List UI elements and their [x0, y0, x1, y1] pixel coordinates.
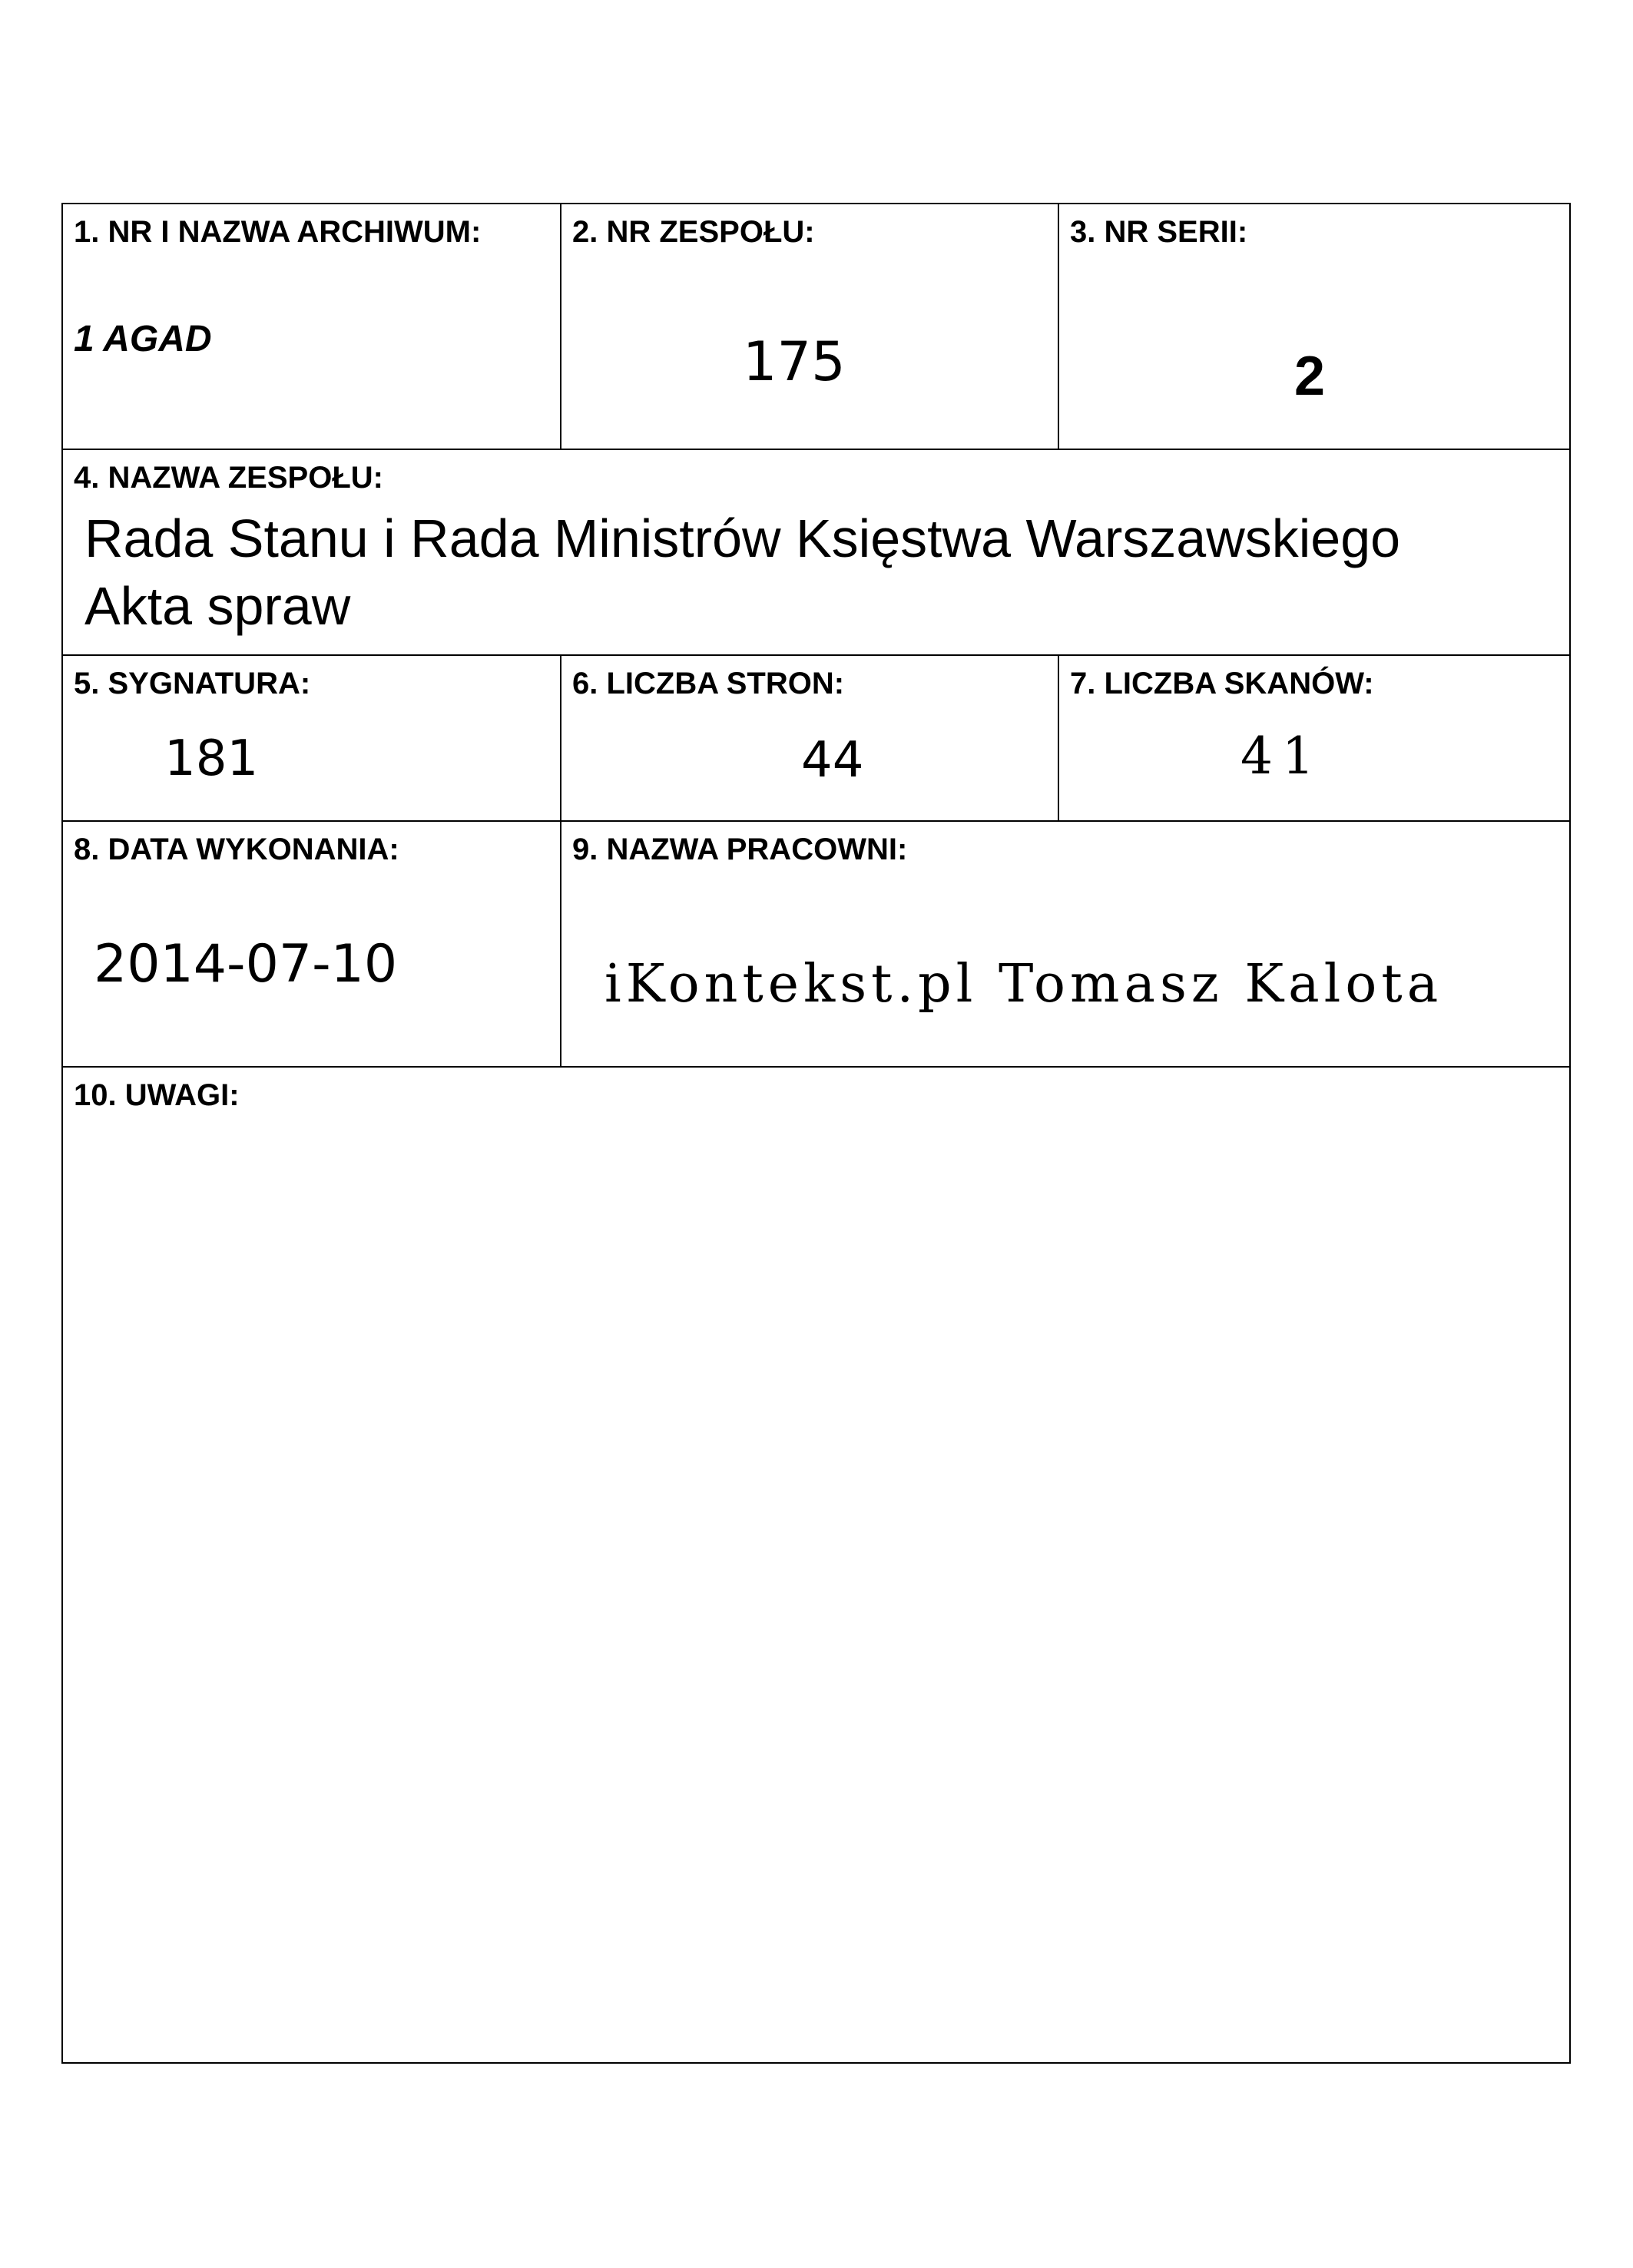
notes-cell — [63, 1068, 1569, 2062]
date-value: 2014-07-10 — [94, 934, 398, 995]
workshop-value: iKontekst.pl Tomasz Kalota — [605, 954, 1443, 1015]
archive-name-label: 1. NR I NAZWA ARCHIWUM: — [74, 215, 482, 249]
fonds-number-label: 2. NR ZESPOŁU: — [572, 215, 815, 249]
fonds-number-value: 175 — [743, 330, 846, 393]
date-label: 8. DATA WYKONANIA: — [74, 833, 399, 866]
scan-count-value: 41 — [1240, 727, 1323, 786]
fonds-number-cell — [561, 204, 1059, 450]
archive-name-value: 1 AGAD — [74, 319, 212, 359]
scan-count-label: 7. LICZBA SKANÓW: — [1070, 667, 1374, 700]
archive-name-cell — [63, 204, 561, 450]
scan-count-cell — [1059, 656, 1569, 822]
fonds-name-label: 4. NAZWA ZESPOŁU: — [74, 461, 383, 495]
fonds-name-cell — [63, 450, 1569, 656]
signature-label: 5. SYGNATURA: — [74, 667, 311, 700]
fonds-name-value-line2: Akta spraw — [84, 576, 351, 636]
workshop-label: 9. NAZWA PRACOWNI: — [572, 833, 908, 866]
date-cell — [63, 822, 561, 1068]
series-number-value: 2 — [1294, 346, 1326, 407]
series-number-cell — [1059, 204, 1569, 450]
notes-label: 10. UWAGI: — [74, 1078, 240, 1112]
page-count-label: 6. LICZBA STRON: — [572, 667, 845, 700]
archive-metadata-form — [61, 203, 1571, 2064]
fonds-name-value-line1: Rada Stanu i Rada Ministrów Księstwa Warszawskiego — [84, 508, 1401, 568]
page-count-cell — [561, 656, 1059, 822]
page-count-value: 44 — [801, 732, 864, 789]
signature-cell — [63, 656, 561, 822]
signature-value: 181 — [164, 730, 259, 787]
workshop-cell — [561, 822, 1569, 1068]
series-number-label: 3. NR SERII: — [1070, 215, 1248, 249]
